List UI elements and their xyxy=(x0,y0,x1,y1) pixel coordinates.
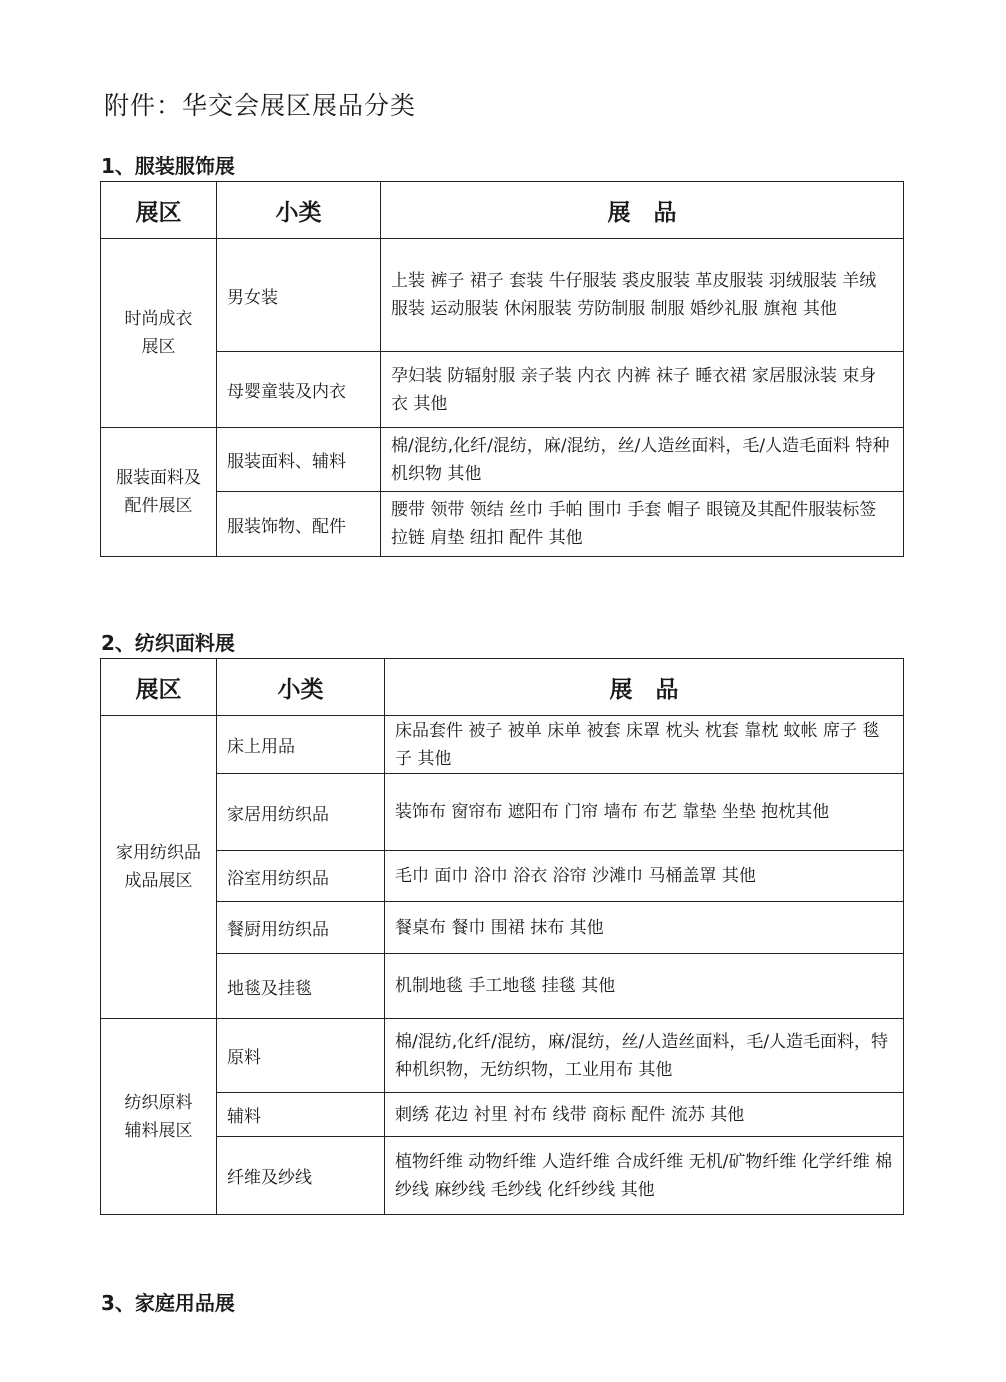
zone-cell xyxy=(101,239,217,428)
table-row xyxy=(101,1137,904,1215)
table-textile xyxy=(100,658,904,1215)
table-row xyxy=(101,492,904,557)
header-zone: 展区 xyxy=(101,182,217,239)
zone-name: 纺织原料辅料展区 xyxy=(124,1092,193,1141)
subcategory-cell: 服装饰物、配件 xyxy=(217,492,381,557)
table-row xyxy=(101,954,904,1019)
table-row xyxy=(101,774,904,851)
header-items: 展 品 xyxy=(381,182,904,239)
zone-cell xyxy=(101,1019,217,1215)
subcategory-cell: 男女装 xyxy=(217,239,381,352)
section-title-textile: 2、纺织面料展 xyxy=(101,631,235,655)
subcategory-cell: 地毯及挂毯 xyxy=(217,954,385,1019)
items-cell: 餐桌布 餐巾 围裙 抹布 其他 xyxy=(385,902,904,954)
header-items: 展 品 xyxy=(385,659,904,716)
zone-cell xyxy=(101,716,217,1019)
items-cell: 植物纤维 动物纤维 人造纤维 合成纤维 无机/矿物纤维 化学纤维 棉纱线 麻纱线 毛纱线 化纤纱线 其他 xyxy=(385,1137,904,1215)
header-subcategory: 小类 xyxy=(217,182,381,239)
table-row xyxy=(101,851,904,902)
document-title: 附件：华交会展区展品分类 xyxy=(104,91,417,120)
items-cell: 装饰布 窗帘布 遮阳布 门帘 墙布 布艺 靠垫 坐垫 抱枕其他 xyxy=(385,774,904,851)
zone-name: 服装面料及配件展区 xyxy=(116,468,201,516)
section-title-apparel: 1、服装服饰展 xyxy=(101,154,235,178)
items-cell: 机制地毯 手工地毯 挂毯 其他 xyxy=(385,954,904,1019)
zone-name: 时尚成衣展区 xyxy=(124,309,193,357)
table-header-row xyxy=(101,182,904,239)
subcategory-cell: 辅料 xyxy=(217,1093,385,1137)
header-zone: 展区 xyxy=(101,659,217,716)
subcategory-cell: 床上用品 xyxy=(217,716,385,774)
zone-cell xyxy=(101,428,217,557)
items-cell: 上装 裤子 裙子 套装 牛仔服装 裘皮服装 革皮服装 羽绒服装 羊绒服装 运动服装 休闲服装 劳防制服 制服 婚纱礼服 旗袍 其他 xyxy=(381,239,904,352)
items-cell: 棉/混纺,化纤/混纺，麻/混纺，丝/人造丝面料，毛/人造毛面料，特种机织物，无纺织物，工业用布 其他 xyxy=(385,1019,904,1093)
subcategory-cell: 纤维及纱线 xyxy=(217,1137,385,1215)
subcategory-cell: 母婴童装及内衣 xyxy=(217,352,381,428)
section-title-household: 3、家庭用品展 xyxy=(101,1291,235,1315)
zone-name: 家用纺织品成品展区 xyxy=(116,843,201,891)
items-cell: 棉/混纺,化纤/混纺，麻/混纺，丝/人造丝面料，毛/人造毛面料 特种机织物 其他 xyxy=(381,428,904,492)
items-cell: 床品套件 被子 被单 床单 被套 床罩 枕头 枕套 靠枕 蚊帐 席子 毯子 其他 xyxy=(385,716,904,774)
items-cell: 毛巾 面巾 浴巾 浴衣 浴帘 沙滩巾 马桶盖罩 其他 xyxy=(385,851,904,902)
subcategory-cell: 家居用纺织品 xyxy=(217,774,385,851)
table-row xyxy=(101,239,904,352)
items-cell: 孕妇装 防辐射服 亲子装 内衣 内裤 袜子 睡衣裙 家居服泳装 束身衣 其他 xyxy=(381,352,904,428)
subcategory-cell: 原料 xyxy=(217,1019,385,1093)
header-subcategory: 小类 xyxy=(217,659,385,716)
table-row xyxy=(101,428,904,492)
subcategory-cell: 浴室用纺织品 xyxy=(217,851,385,902)
items-cell: 腰带 领带 领结 丝巾 手帕 围巾 手套 帽子 眼镜及其配件服装标签 拉链 肩垫 纽扣 配件 其他 xyxy=(381,492,904,557)
subcategory-cell: 服装面料、辅料 xyxy=(217,428,381,492)
table-row xyxy=(101,352,904,428)
table-row xyxy=(101,1019,904,1093)
subcategory-cell: 餐厨用纺织品 xyxy=(217,902,385,954)
table-row xyxy=(101,1093,904,1137)
table-row xyxy=(101,716,904,774)
items-cell: 刺绣 花边 衬里 衬布 线带 商标 配件 流苏 其他 xyxy=(385,1093,904,1137)
table-row xyxy=(101,902,904,954)
table-header-row xyxy=(101,659,904,716)
table-apparel xyxy=(100,181,904,557)
